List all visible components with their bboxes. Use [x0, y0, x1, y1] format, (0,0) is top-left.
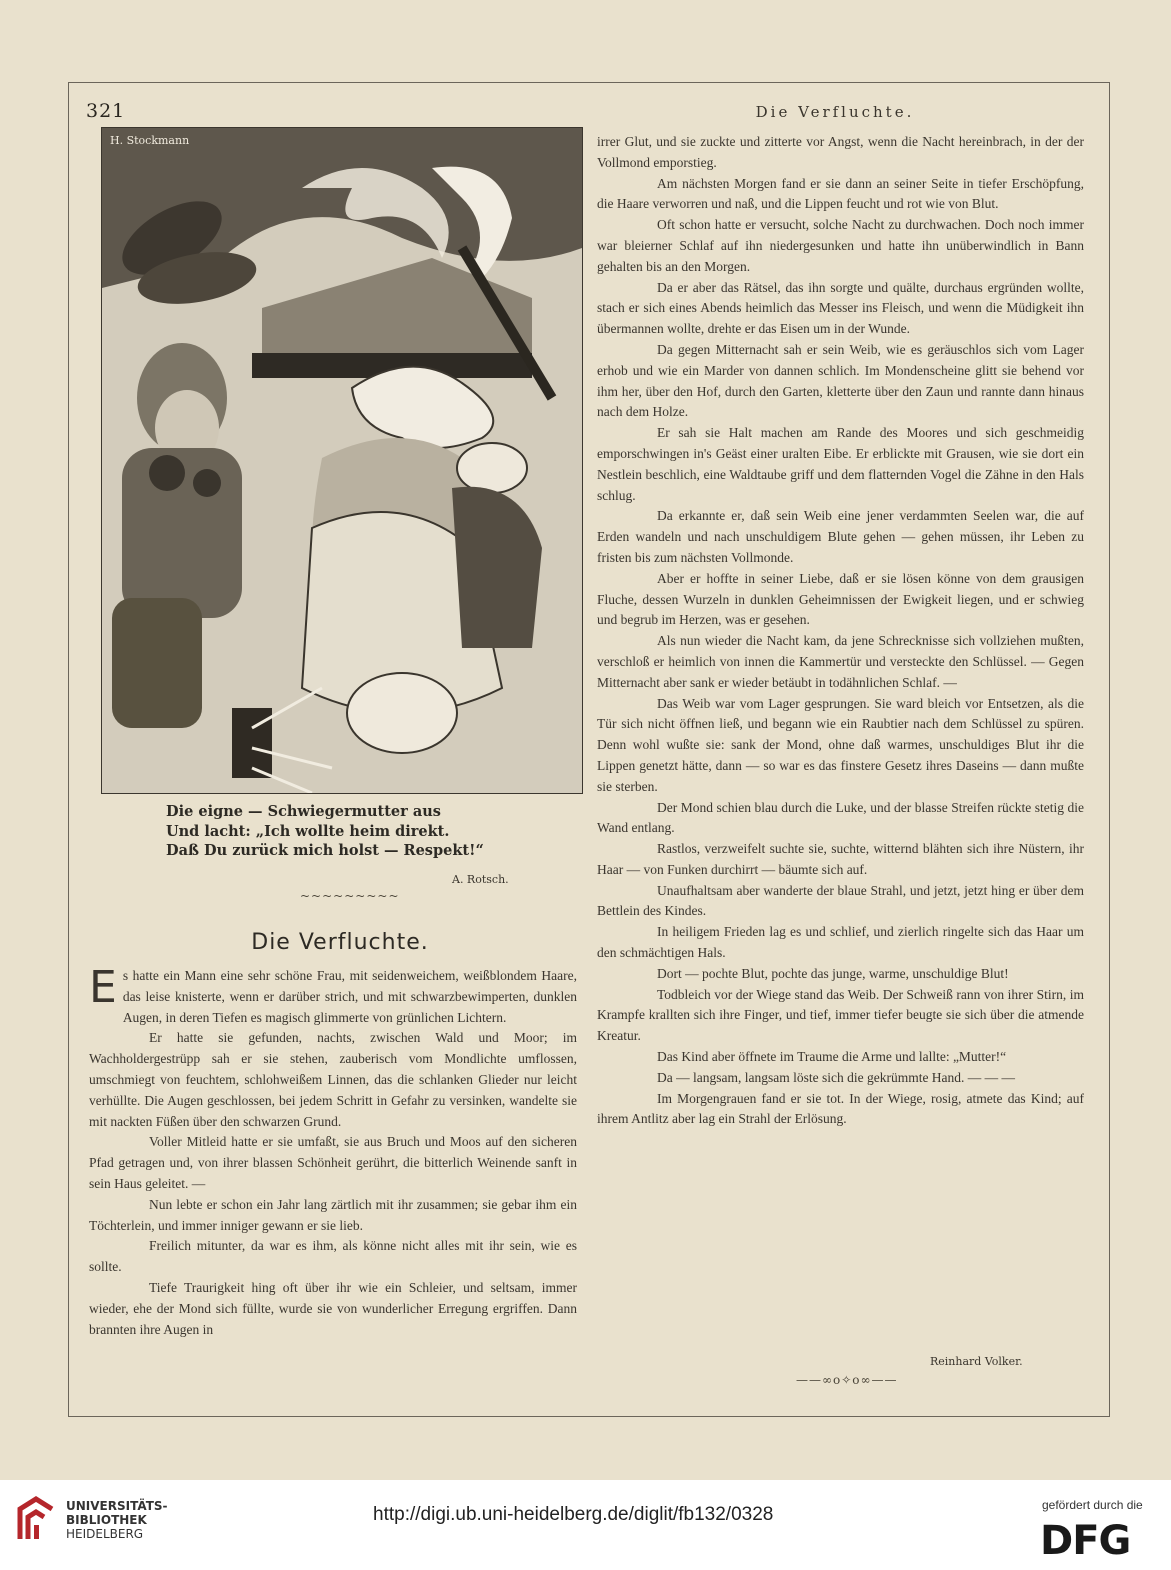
page-number: 321 [86, 100, 126, 122]
library-name-line: UNIVERSITÄTS- [66, 1499, 168, 1513]
paragraph: Unaufhaltsam aber wanderte der blaue Strahl, und jetzt, jetzt hing er über dem Bettlein des Kindes. [597, 882, 1084, 919]
paragraph: Da erkannte er, daß sein Weib eine jener verdammten Seelen war, die auf Erden wandeln und nach unschuldigem Blute gehen — gehen müssen, ihr Leben zu fristen bis zum nächsten Vollmonde. [597, 508, 1084, 565]
article-right-column [597, 132, 1084, 1130]
library-name[interactable] [66, 1499, 168, 1541]
paragraph: Als nun wieder die Nacht kam, da jene Schrecknisse sich vollziehen mußten, verschloß er heimlich von innen die Kammertür und versteckte den Schlüssel. — Gegen Mitternacht aber sank er wieder betäubt in todähnlichen Schlaf. — [597, 633, 1084, 690]
verse-author: A. Rotsch. [452, 873, 509, 886]
running-title: Die Verfluchte. [755, 103, 915, 121]
verse-caption [166, 802, 546, 861]
article-author: Reinhard Volker. [930, 1355, 1023, 1368]
paragraph: Todbleich vor der Wiege stand das Weib. Der Schweiß rann von ihrer Stirn, im Krampfe krallten sich ihre Finger, und tief, immer tiefer beugte sie sich über die atmende Kreatur. [597, 986, 1084, 1044]
illustration-image [101, 127, 583, 794]
paragraph: Das Weib war vom Lager gesprungen. Sie ward bleich vor Entsetzen, als die Tür sich nicht öffnen ließ, und begann wie ein Raubtier nach dem Schlüssel zu spüren. Denn wohl wußte sie: sank der Mond, ohne daß warmes, unschuldiges Blut ihr die Lippen genetzt hätte, dann — so war es das finstere Gesetz ihres Daseins — dann mußte sie sterben. [597, 695, 1084, 794]
verse-line: Daß Du zurück mich holst — Respekt!“ [166, 842, 484, 859]
paragraph: Das Kind aber öffnete im Traume die Arme und lallte: „Mutter!“ [657, 1049, 1007, 1065]
article-left-column [89, 962, 577, 1340]
ornament-divider: ——∞ο✧ο∞—— [796, 1373, 898, 1387]
paragraph: Da gegen Mitternacht sah er sein Weib, wie es geräuschlos sich vom Lager erhob und wie ein Marder von dannen schlich. Im Mondenscheine glitt sie behend vor ihm her, über den Hof, durch den Garten, kletterte über den Zaun und rannte dann hinaus nach dem Holze. [597, 341, 1084, 420]
verse-line: Und lacht: „Ich wollte heim direkt. [166, 822, 450, 840]
paragraph: Freilich mitunter, da war es ihm, als könne nicht alles mit ihr sein, wie es sollte. [89, 1238, 577, 1275]
paragraph: Voller Mitleid hatte er sie umfaßt, sie aus Bruch und Moos auf den sicheren Pfad getragen und, von ihrer blassen Schönheit gerührt, die bitterlich Weinende sanft in sein Haus geleitet. — [89, 1134, 577, 1191]
library-logo-icon[interactable] [14, 1495, 58, 1545]
paragraph: Am nächsten Morgen fand er sie dann an seiner Seite in tiefer Erschöpfung, die Haare verworren und naß, und die Lippen feucht und rot wie von Blut. [597, 175, 1084, 212]
verse-line: Die eigne — Schwiegermutter aus [166, 803, 441, 820]
paragraph: irrer Glut, und sie zuckte und zitterte vor Angst, wenn die Nacht hereinbrach, in der der Vollmond emporstieg. [597, 134, 1084, 170]
article-title: Die Verfluchte. [251, 930, 429, 955]
paragraph: Er hatte sie gefunden, nachts, zwischen Wald und Moor; im Wachholdergestrüpp sah er sie stehen, zauberisch vom Mondlichte umflossen, umschmiegt von feuchtem, schlohweißem Linnen, das die schlanken Glieder nur leicht verhüllte. Die Augen geschlossen, bei jedem Schritt in Gefahr zu versinken, wandelte sie mit nackten Füßen über den schwarzen Grund. [89, 1030, 577, 1129]
paragraph: In heiligem Frieden lag es und schlief, und zierlich ringelte sich das Haar um den schmächtigen Hals. [597, 924, 1084, 961]
permalink-url[interactable]: http://digi.ub.uni-heidelberg.de/diglit/fb132/0328 [373, 1504, 774, 1525]
paragraph: Da — langsam, langsam löste sich die gekrümmte Hand. — — — [657, 1069, 1016, 1085]
paragraph: Da er aber das Rätsel, das ihn sorgte und quälte, durchaus ergründen wollte, stach er sich eines Abends heimlich das Messer ins Fleisch, und wenn die Müdigkeit ihn übermannen wollte, drehte er das Eisen um in der Wunde. [597, 279, 1084, 337]
illustration-drawing [102, 128, 582, 793]
paragraph: Im Morgengrauen fand er sie tot. In der Wiege, rosig, atmete das Kind; auf ihrem Antlitz aber lag ein Strahl der Erlösung. [597, 1090, 1084, 1127]
dfg-logo[interactable]: DFG [1040, 1518, 1131, 1564]
library-name-line: BIBLIOTHEK [66, 1513, 147, 1527]
paragraph: Tiefe Traurigkeit hing oft über ihr wie ein Schleier, und seltsam, immer wieder, ehe der Mond sich füllte, wurde sie von wunderlicher Erregung ergriffen. Dann brannten ihre Augen in [89, 1279, 577, 1337]
drop-cap: E [89, 962, 117, 1013]
paragraph: Nun lebte er schon ein Jahr lang zärtlich mit ihr zusammen; sie gebar ihm ein Töchterlein, und immer inniger gewann er sie lieb. [89, 1196, 577, 1233]
paragraph: Aber er hoffte in seiner Liebe, daß er sie lösen könne von dem grausigen Fluche, dessen Wurzeln in dunklen Geheimnissen der Ewigkeit liegen, und er schwieg und begrub im Herzen, was er gesehen. [597, 570, 1084, 628]
paragraph: Dort — pochte Blut, pochte das junge, warme, unschuldige Blut! [657, 965, 1009, 981]
library-name-line: HEIDELBERG [66, 1527, 144, 1541]
paragraph: Rastlos, verzweifelt suchte sie, suchte, witternd blähten sich ihre Nüstern, ihr Haar — von Funken durchirrt — bäumte sich auf. [597, 841, 1084, 877]
funded-by-label: gefördert durch die [1042, 1498, 1143, 1512]
ornament-divider: ~~~~~~~~~ [300, 889, 400, 903]
paragraph: Er sah sie Halt machen am Rande des Moores und sich geschmeidig emporschwingen in's Geäst einer uralten Eibe. Er erblickte mit Grausen, wie sie dort ein Nestlein beschlich, eine Waldtaube griff und dem flatternden Vogel die Zähne in den Hals schlug. [597, 425, 1084, 503]
paragraph: Der Mond schien blau durch die Luke, und der blasse Streifen rückte stetig die Wand entlang. [597, 799, 1084, 836]
paragraph: Oft schon hatte er versucht, solche Nacht zu durchwachen. Doch noch immer war bleierner Schlaf auf ihn niedergesunken und hatte ihn unüberwindlich in Bann gehalten bis an den Morgen. [597, 217, 1084, 274]
illustration-signature: H. Stockmann [110, 134, 190, 147]
paragraph: Es hatte ein Mann eine sehr schöne Frau, mit seidenweichem, weißblondem Haare, das leise knisterte, wenn er darüber strich, und mit schwarzbewimperten, dunklen Augen, in deren Tiefen es magisch glimmerte von grünlichen Lichtern. [89, 962, 577, 1025]
